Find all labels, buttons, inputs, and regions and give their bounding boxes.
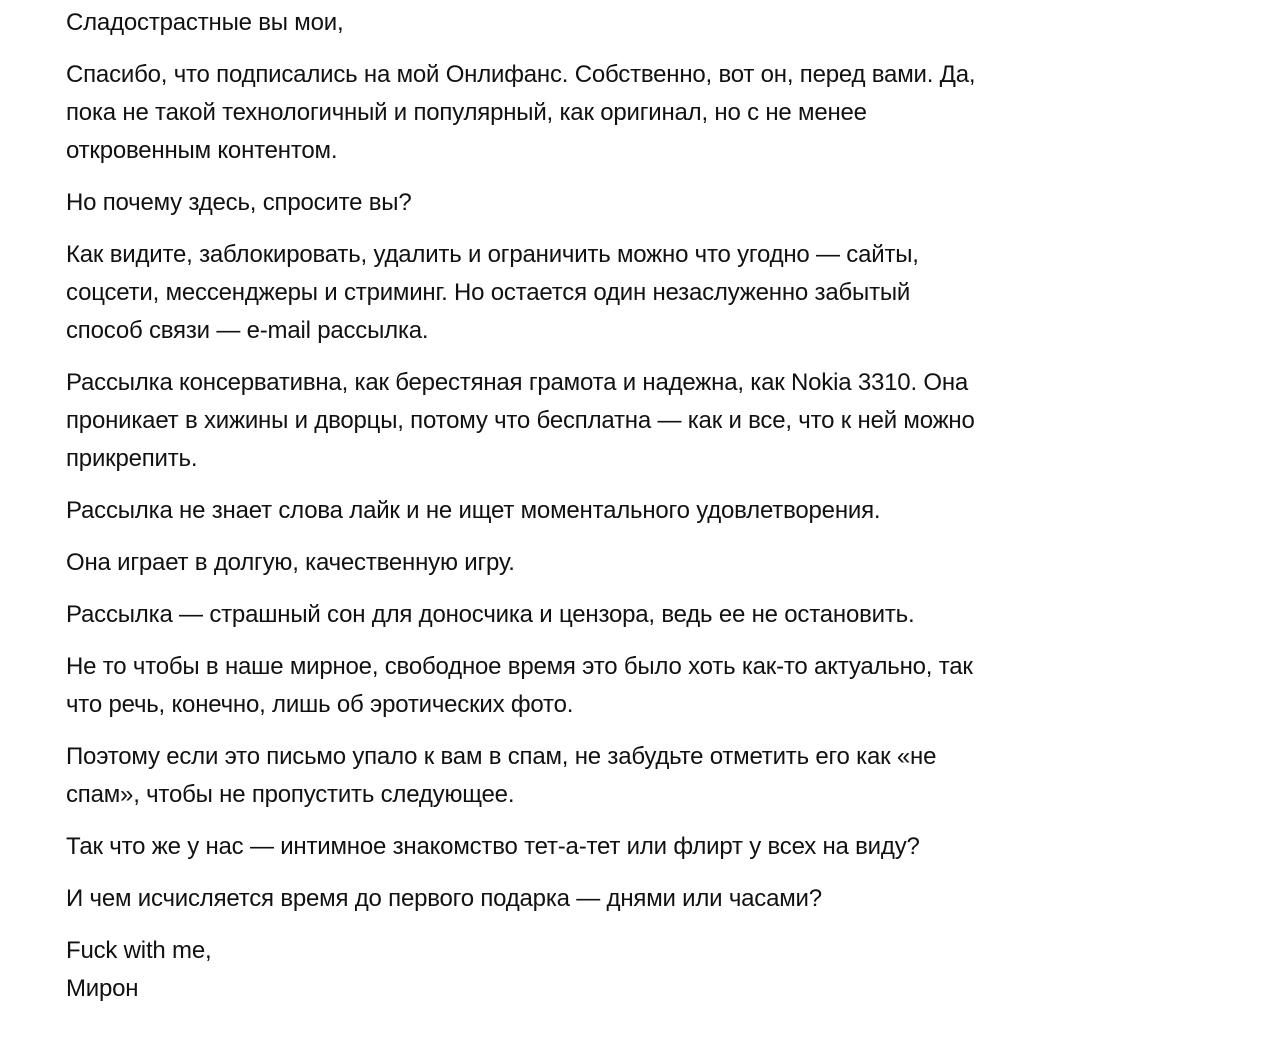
email-body: [66, 4, 986, 1008]
paragraph-censor: Рассылка — страшный сон для доносчика и цензора, ведь ее не остановить.: [66, 601, 915, 628]
paragraph-no-likes: Рассылка не знает слова лайк и не ищет моментального удовлетворения.: [66, 497, 881, 524]
paragraph-question-intimate: Так что же у нас — интимное знакомство тет-а-тет или флирт у всех на виду?: [66, 833, 920, 860]
paragraph-blocking: Как видите, заблокировать, удалить и ограничить можно что угодно — сайты, соцсети, мессенджеры и стриминг. Но остается один незаслуженно забытый способ связи — e-mail рассылка.: [66, 241, 919, 344]
signature: Мирон: [66, 975, 139, 1002]
paragraph-why-here: Но почему здесь, спросите вы?: [66, 189, 412, 216]
paragraph-erotic-photos: Не то чтобы в наше мирное, свободное время это было хоть как-то актуально, так что речь, конечно, лишь об эротических фото.: [66, 653, 973, 718]
paragraph-thanks: Спасибо, что подписались на мой Онлифанс. Собственно, вот он, перед вами. Да, пока не такой технологичный и популярный, как оригинал, но с не менее откровенным контентом.: [66, 61, 976, 164]
paragraph-spam-note: Поэтому если это письмо упало к вам в спам, не забудьте отметить его как «не спам», чтобы не пропустить следующее.: [66, 743, 937, 808]
closing-line: Fuck with me,: [66, 937, 212, 964]
signoff: [66, 932, 986, 1008]
paragraph-long-game: Она играет в долгую, качественную игру.: [66, 549, 515, 576]
paragraph-question-gift: И чем исчисляется время до первого подарка — днями или часами?: [66, 885, 822, 912]
paragraph-conservative: Рассылка консервативна, как берестяная грамота и надежна, как Nokia 3310. Она проникает в хижины и дворцы, потому что бесплатна — как и все, что к ней можно прикрепить.: [66, 369, 975, 472]
greeting: Сладострастные вы мои,: [66, 9, 344, 36]
